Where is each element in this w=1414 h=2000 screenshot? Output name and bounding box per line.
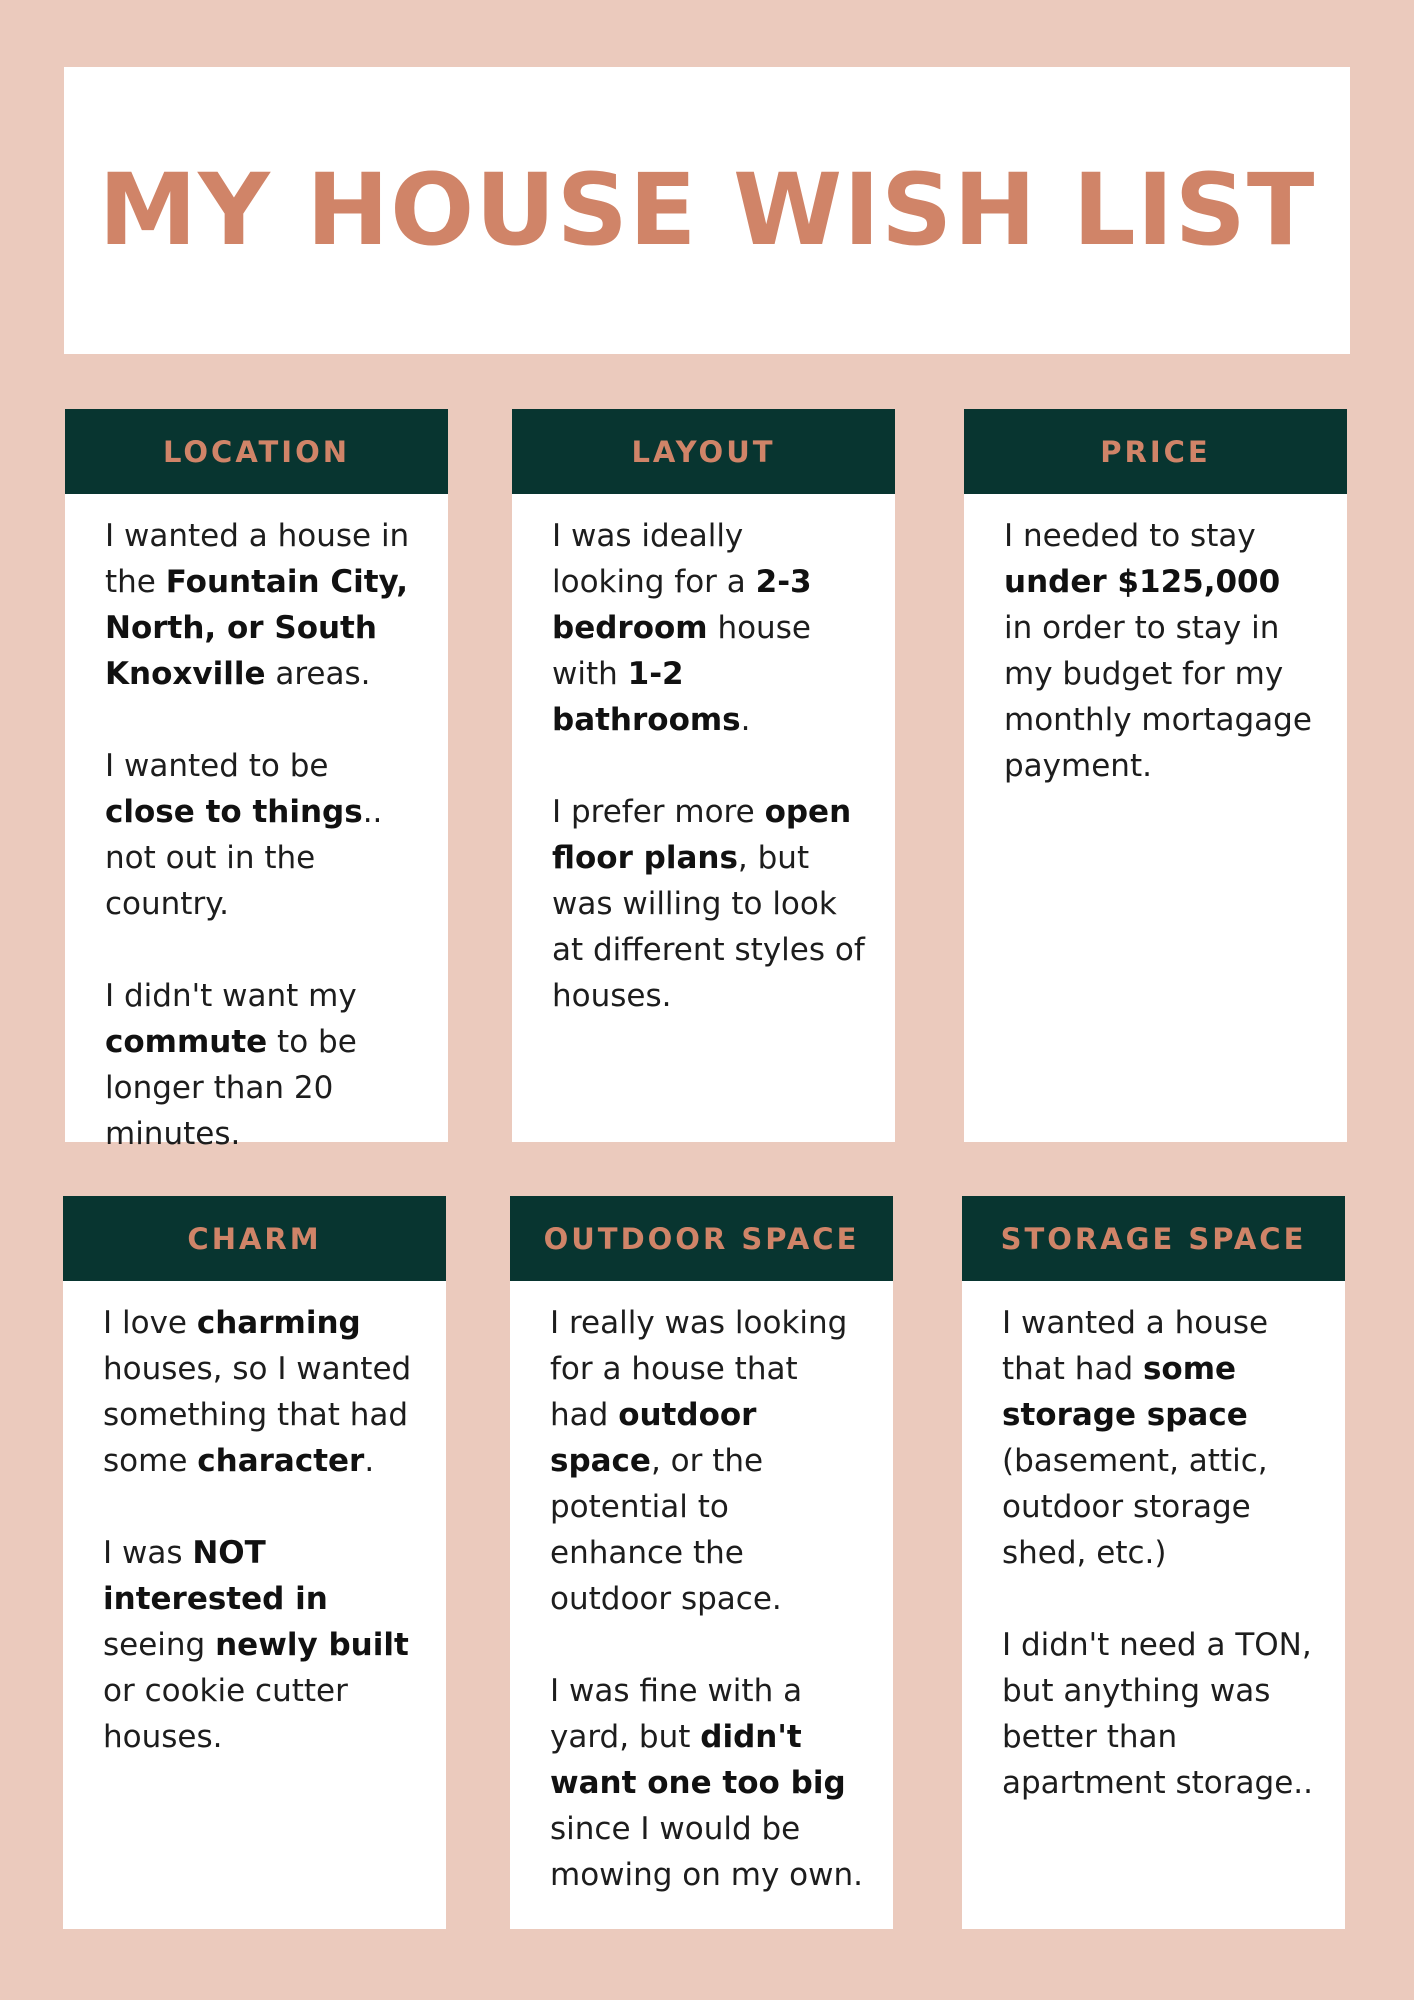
emphasis-text: 2-3 bedroom [552,564,812,646]
text-run: I wanted a house that had [1002,1305,1269,1387]
emphasis-text: newly built [215,1627,409,1663]
card-header [510,1196,893,1281]
card-paragraph [103,1300,416,1484]
card-paragraph [552,513,865,743]
emphasis-text: open floor plans [552,794,852,876]
card-header [962,1196,1345,1281]
text-run: I wanted a house in the [105,518,410,600]
card-body [510,1281,893,1898]
card-title: LOCATION [162,434,351,469]
text-run: I was fine with a yard, but [550,1673,803,1755]
card-header [63,1196,446,1281]
text-run: areas. [265,656,371,692]
text-run: or cookie cutter houses. [103,1673,348,1755]
text-run: to be longer than 20 minutes. [105,1024,357,1152]
emphasis-text: NOT interested in [103,1535,328,1617]
card-charm [63,1196,446,1929]
text-run: since I would be mowing on my own. [550,1811,863,1893]
card-body [964,494,1347,789]
card-header [512,409,895,494]
card-price [964,409,1347,1142]
emphasis-text: commute [105,1024,268,1060]
card-body [63,1281,446,1760]
emphasis-text: under $125,000 [1004,564,1281,600]
card-paragraph [105,743,418,927]
card-title: STORAGE SPACE [1000,1221,1307,1256]
title-banner [64,67,1350,354]
card-title: OUTDOOR SPACE [543,1221,860,1256]
card-body [962,1281,1345,1806]
emphasis-text: 1-2 bathrooms [552,656,741,738]
emphasis-text: close to things [105,794,363,830]
card-paragraph [105,513,418,697]
text-run: .. not out in the country. [105,794,383,922]
text-run: I was ideally looking for a [552,518,756,600]
emphasis-text: character [197,1443,365,1479]
card-paragraph [550,1300,863,1622]
card-location [65,409,448,1152]
emphasis-text: Fountain City, North, or South Knoxville [105,564,409,692]
text-run: I needed to stay [1004,518,1256,554]
card-paragraph [1004,513,1317,789]
text-run: . [740,702,751,738]
page-title: MY HOUSE WISH LIST [98,153,1316,268]
text-run: house with [552,610,811,692]
card-body [512,494,895,1019]
text-run: I prefer more [552,794,765,830]
card-layout [512,409,895,1142]
text-run: I was [103,1535,193,1571]
card-paragraph [105,973,418,1157]
card-paragraph [552,789,865,1019]
text-run: seeing [103,1627,216,1663]
card-paragraph [103,1530,416,1760]
card-storage-space [962,1196,1345,1929]
card-header [65,409,448,494]
text-run: houses, so I wanted something that had some [103,1351,412,1479]
text-run: I didn't want my [105,978,357,1014]
card-body [65,494,448,1157]
emphasis-text: didn't want one too big [550,1719,846,1801]
text-run: I love [103,1305,197,1341]
card-header [964,409,1347,494]
card-title: CHARM [187,1221,322,1256]
card-paragraph [1002,1622,1315,1806]
text-run: I didn't need a TON, but anything was better than apartment storage.. [1002,1627,1313,1801]
emphasis-text: charming [196,1305,361,1341]
text-run: in order to stay in my budget for my monthly mortagage payment. [1004,610,1312,784]
card-paragraph [550,1668,863,1898]
text-run: I wanted to be [105,748,329,784]
emphasis-text: outdoor space [550,1397,757,1479]
card-paragraph [1002,1300,1315,1576]
text-run: (basement, attic, outdoor storage shed, etc.) [1002,1443,1268,1571]
emphasis-text: some storage space [1002,1351,1248,1433]
text-run: . [364,1443,375,1479]
text-run: , or the potential to enhance the outdoor space. [550,1443,782,1617]
card-outdoor-space [510,1196,893,1929]
text-run: , but was willing to look at different styles of houses. [552,840,865,1014]
card-title: LAYOUT [631,434,776,469]
text-run: I really was looking for a house that had [550,1305,848,1433]
card-title: PRICE [1100,434,1211,469]
